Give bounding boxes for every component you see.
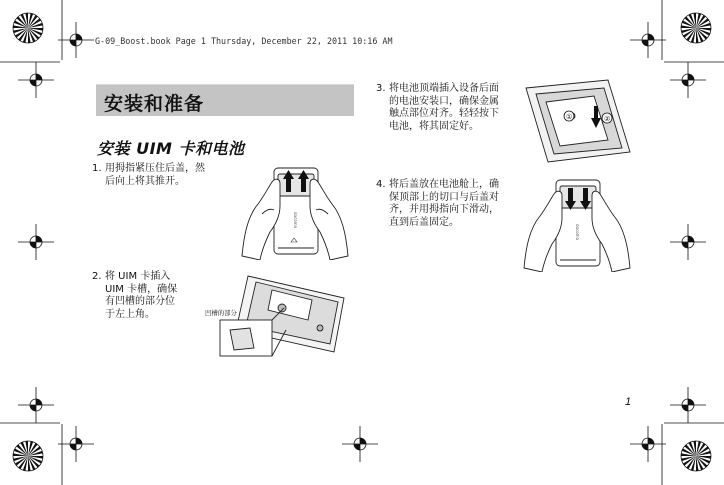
uim-card-icon — [230, 328, 254, 350]
step-text-line: 将电池顶端插入设备后面 — [389, 83, 499, 94]
step-text-line: 电池，将其固定好。 — [389, 120, 479, 132]
svg-text:docomo: docomo — [293, 212, 298, 228]
step-text-line: 用拇指紧压住后盖，然 — [105, 163, 205, 174]
registration-crosshair-icon — [58, 426, 94, 462]
registration-crosshair-icon — [670, 62, 706, 98]
registration-crosshair-icon — [342, 426, 378, 462]
registration-crosshair-icon — [670, 224, 706, 260]
registration-crosshair-icon — [18, 62, 54, 98]
step-text-line: UIM 卡槽，确保 — [105, 283, 178, 295]
chapter-title-bar — [96, 84, 354, 116]
figure-remove-back-cover — [240, 164, 350, 260]
step-text-line: 有凹槽的部分位 — [105, 296, 175, 307]
step-number: 1. — [92, 163, 102, 174]
figure-insert-battery — [522, 78, 634, 164]
registration-starburst-icon — [681, 13, 711, 43]
callout-2: ② — [604, 115, 611, 123]
step-text-line: 后向上将其推开。 — [105, 175, 185, 187]
registration-crosshair-icon — [630, 426, 666, 462]
registration-crosshair-icon — [18, 387, 54, 423]
callout-1: ① — [566, 113, 573, 121]
print-header-line: G-09_Boost.book Page 1 Thursday, December 22, 2011 10:16 AM — [95, 36, 393, 46]
registration-starburst-icon — [681, 441, 711, 471]
step-number: 4. — [376, 179, 386, 190]
step-number: 3. — [376, 83, 386, 94]
step-text-line: 的电池安装口，确保金属 — [389, 95, 499, 107]
chapter-title: 安装和准备 — [104, 93, 205, 115]
registration-crosshair-icon — [630, 22, 666, 58]
registration-starburst-icon — [13, 13, 43, 43]
svg-text:docomo: docomo — [575, 224, 580, 240]
notch-label: 凹槽的部分 — [205, 309, 237, 317]
step-text-line: 于左上角。 — [105, 308, 155, 320]
step-number: 2. — [92, 271, 102, 282]
step-text-line: 触点部位对齐。轻轻按下 — [389, 108, 499, 119]
step-text-line: 直到后盖固定。 — [389, 216, 459, 228]
registration-crosshair-icon — [670, 387, 706, 423]
registration-starburst-icon — [13, 441, 43, 471]
step-text-line: 保顶部上的切口与后盖对 — [389, 191, 499, 203]
step-text-line: 将后盖放在电池舱上，确 — [389, 179, 499, 190]
step-text-line: 齐，并用拇指向下滑动， — [389, 204, 499, 215]
registration-crosshair-icon — [58, 22, 94, 58]
figure-attach-back-cover — [522, 176, 634, 272]
section-title: 安装 UIM 卡和电池 — [97, 139, 245, 158]
step-text-line: 将 UIM 卡插入 — [105, 271, 171, 282]
page-number: 1 — [625, 396, 632, 408]
registration-crosshair-icon — [18, 224, 54, 260]
